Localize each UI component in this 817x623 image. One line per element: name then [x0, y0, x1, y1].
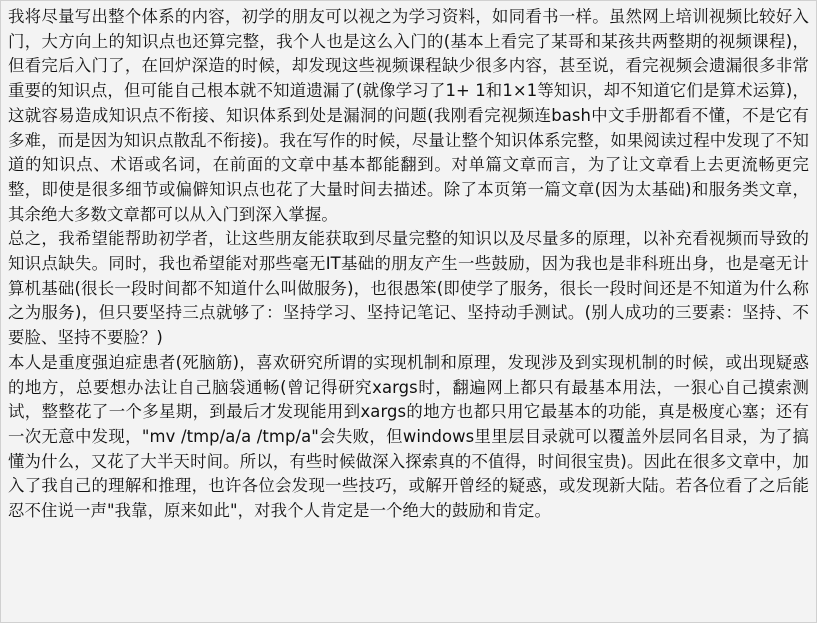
paragraph-author-note: 本人是重度强迫症患者(死脑筋)，喜欢研究所谓的实现机制和原理，发现涉及到实现机制的时候，或出现疑惑的地方，总要想办法让自己脑袋通畅(曾记得研究xargs时，翻遍网上都只有最基本用法，一狠心自己摸索测试，整整花了一个多星期，到最后才发现能用到xargs的地方也都只用它最基本的功能，真是极度心塞；还有一次无意中发现，"mv /tmp/a/a /tmp/a"会失败，但windows里里层目录就可以覆盖外层同名目录，为了搞懂为什么，又花了大半天时间。所以，有些时候做深入探索真的不值得，时间很宝贵)。因此在很多文章中，加入了我自己的理解和推理，也许各位会发现一些技巧，或解开曾经的疑惑，或发现新大陆。若各位看了之后能忍不住说一声"我靠，原来如此"，对我个人肯定是一个绝大的鼓励和肯定。 — [8, 352, 809, 521]
paragraph-intro: 我将尽量写出整个体系的内容，初学的朋友可以视之为学习资料，如同看书一样。虽然网上培训视频比较好入门，大方向上的知识点也还算完整，我个人也是这么入门的(基本上看完了某哥和某孩共两整期的视频课程)，但看完后入门了，在回炉深造的时候，却发现这些视频课程缺少很多内容，甚至说，看完视频会遗漏很多非常重要的知识点，但可能自己根本就不知道遗漏了(就像学习了1+ 1和1×1等知识，却不知道它们是算术运算)，这就容易造成知识点不衔接、知识体系到处是漏洞的问题(我刚看完视频连bash中文手册都看不懂，不是它有多难，而是因为知识点散乱不衔接)。我在写作的时候，尽量让整个知识体系完整，如果阅读过程中发现了不知道的知识点、术语或名词，在前面的文章中基本都能翻到。对单篇文章而言，为了让文章看上去更流畅更完整，即使是很多细节或偏僻知识点也花了大量时间去描述。除了本页第一篇文章(因为太基础)和服务类文章，其余绝大多数文章都可以从入门到深入掌握。 — [8, 7, 809, 224]
paragraph-goals: 总之，我希望能帮助初学者，让这些朋友能获取到尽量完整的知识以及尽量多的原理，以补充看视频而导致的知识点缺失。同时，我也希望能对那些毫无IT基础的朋友产生一些鼓励，因为我也是非科班出身，也是毫无计算机基础(很长一段时间都不知道什么叫做服务)，也很愚笨(即使学了服务，很长一段时间还是不知道为什么称之为服务)，但只要坚持三点就够了：坚持学习、坚持记笔记、坚持动手测试。(别人成功的三要素：坚持、不要脸、坚持不要脸？) — [8, 229, 809, 348]
